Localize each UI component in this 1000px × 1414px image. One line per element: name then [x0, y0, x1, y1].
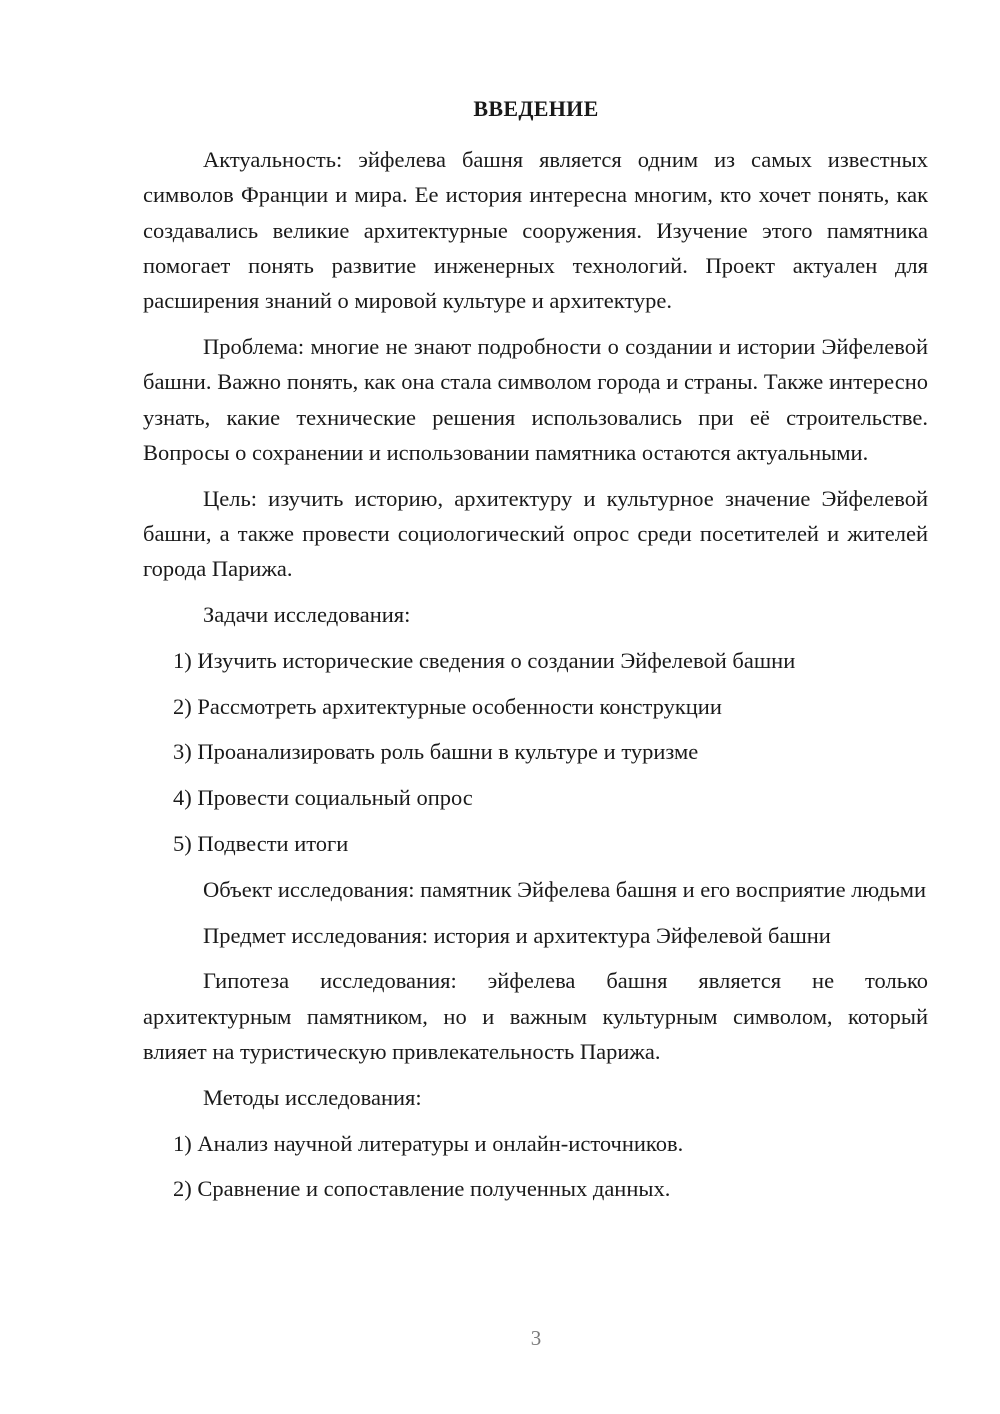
page-number: 3: [530, 1326, 542, 1350]
task-item: 3) Проанализировать роль башни в культуре и туризме: [173, 739, 699, 765]
subject-paragraph: Предмет исследования: история и архитектура Эйфелевой башни: [203, 922, 831, 948]
relevance-paragraph: Актуальность: эйфелева башня является одним из самых известных символов Франции и мира. Ее история интересна многим, кто хочет понять, как создавались великие архитектурные сооружения. Изучение этого памятника помогает понять развитие инженерных технологий. Проект актуален для расширения знаний о мировой культуре и архитектуре.: [143, 147, 928, 314]
task-item: 4) Провести социальный опрос: [173, 785, 473, 811]
tasks-heading: Задачи исследования:: [203, 602, 411, 628]
task-item: 5) Подвести итоги: [173, 831, 349, 857]
method-item: 1) Анализ научной литературы и онлайн-источников.: [173, 1130, 684, 1156]
goal-paragraph: Цель: изучить историю, архитектуру и культурное значение Эйфелевой башни, а также провести социологический опрос среди посетителей и жителей города Парижа.: [143, 485, 928, 582]
problem-paragraph: Проблема: многие не знают подробности о создании и истории Эйфелевой башни. Важно понять, как она стала символом города и страны. Также интересно узнать, какие технические решения использовались при её строительстве. Вопросы о сохранении и использовании памятника остаются актуальными.: [143, 333, 928, 465]
hypothesis-paragraph: Гипотеза исследования: эйфелева башня является не только архитектурным памятником, но и важным культурным символом, который влияет на туристическую привлекательность Парижа.: [143, 968, 928, 1065]
task-item: 1) Изучить исторические сведения о создании Эйфелевой башни: [173, 647, 796, 673]
method-item: 2) Сравнение и сопоставление полученных данных.: [173, 1176, 671, 1202]
task-item: 2) Рассмотреть архитектурные особенности конструкции: [173, 693, 722, 719]
object-paragraph: Объект исследования: памятник Эйфелева башня и его восприятие людьми: [203, 876, 927, 902]
document-body: [143, 142, 928, 1217]
page-title: ВВЕДЕНИЕ: [473, 96, 599, 121]
methods-heading: Методы исследования:: [203, 1084, 422, 1110]
